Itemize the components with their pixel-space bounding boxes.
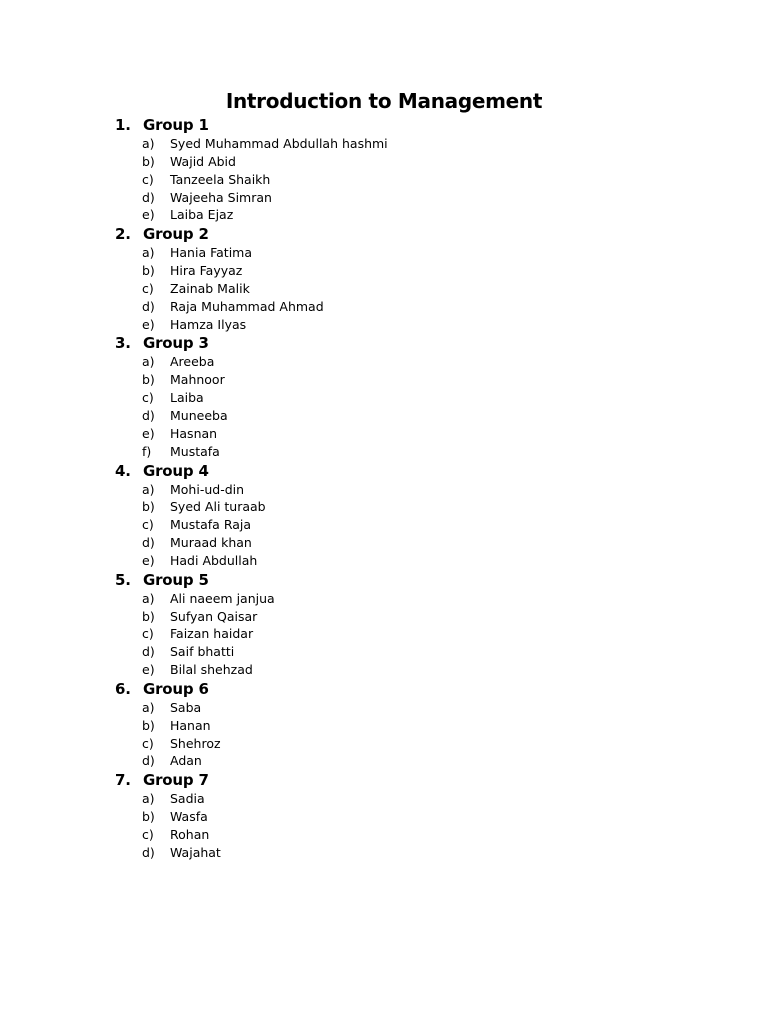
member-name: Zainab Malik (170, 280, 250, 296)
member-item (0, 171, 768, 189)
member-name: Wajahat (170, 844, 221, 860)
member-list (0, 790, 768, 861)
member-item (0, 643, 768, 661)
group-title: Group 7 (143, 771, 209, 790)
member-letter: e) (142, 207, 155, 223)
member-letter: d) (142, 298, 155, 314)
member-letter: c) (142, 827, 154, 842)
member-name: Mahnoor (170, 372, 225, 388)
group-heading (0, 770, 768, 790)
group-heading (0, 224, 768, 244)
member-name: Ali naeem janjua (170, 590, 275, 606)
member-name: Rohan (170, 827, 210, 842)
member-name: Raja Muhammad Ahmad (170, 298, 324, 314)
member-name: Hasnan (170, 425, 218, 441)
member-letter: c) (142, 171, 154, 187)
member-item (0, 717, 768, 735)
member-letter: c) (142, 735, 154, 751)
group-number: 5. (115, 570, 131, 589)
member-name: Tanzeela Shaikh (170, 171, 271, 187)
member-letter: b) (142, 153, 155, 169)
member-item (0, 135, 768, 153)
member-name: Hadi Abdullah (170, 552, 258, 568)
group-heading (0, 679, 768, 699)
member-name: Syed Muhammad Abdullah hashmi (170, 136, 388, 151)
member-name: Areeba (170, 354, 215, 370)
member-list (0, 481, 768, 570)
member-name: Sufyan Qaisar (170, 608, 258, 624)
member-letter: d) (142, 753, 155, 769)
member-name: Bilal shehzad (170, 662, 253, 678)
member-letter: b) (142, 499, 155, 515)
member-letter: a) (142, 245, 155, 261)
member-item (0, 244, 768, 262)
group-item (0, 679, 768, 770)
member-name: Saif bhatti (170, 644, 235, 660)
group-number: 6. (115, 679, 131, 698)
member-item (0, 534, 768, 552)
member-list (0, 590, 768, 679)
member-item (0, 844, 768, 862)
member-letter: b) (142, 608, 155, 624)
member-name: Wasfa (170, 809, 208, 825)
member-letter: c) (142, 280, 154, 296)
group-item (0, 461, 768, 570)
member-item (0, 407, 768, 425)
member-letter: e) (142, 552, 155, 568)
member-name: Faizan haidar (170, 626, 254, 642)
member-item (0, 625, 768, 643)
member-letter: b) (142, 717, 155, 733)
member-name: Sadia (170, 791, 205, 807)
member-list (0, 353, 768, 460)
member-letter: d) (142, 407, 155, 423)
member-item (0, 389, 768, 407)
member-item (0, 608, 768, 626)
group-title: Group 2 (143, 225, 209, 244)
page-title: Introduction to Management (225, 89, 543, 113)
member-item (0, 443, 768, 461)
member-letter: a) (142, 791, 155, 807)
member-letter: d) (142, 189, 155, 205)
member-item (0, 262, 768, 280)
member-name: Mustafa Raja (170, 517, 252, 533)
member-item (0, 735, 768, 753)
member-letter: d) (142, 535, 155, 551)
group-item (0, 570, 768, 679)
member-letter: e) (142, 662, 155, 678)
group-list (0, 115, 768, 862)
member-letter: a) (142, 354, 155, 370)
group-title: Group 3 (143, 334, 209, 353)
member-name: Wajeeha Simran (170, 189, 272, 205)
member-item (0, 826, 768, 844)
member-item (0, 552, 768, 570)
member-item (0, 590, 768, 608)
member-name: Adan (170, 753, 202, 769)
member-letter: c) (142, 626, 154, 642)
group-heading (0, 461, 768, 481)
member-letter: a) (142, 699, 155, 715)
group-number: 3. (115, 334, 131, 353)
member-name: Mohi-ud-din (170, 481, 245, 497)
group-title: Group 5 (143, 570, 209, 589)
group-number: 4. (115, 461, 131, 480)
member-list (0, 244, 768, 333)
member-item (0, 699, 768, 717)
group-number: 2. (115, 225, 131, 244)
group-title: Group 6 (143, 679, 209, 698)
member-name: Muneeba (170, 407, 228, 423)
member-name: Hanan (170, 717, 211, 733)
member-item (0, 425, 768, 443)
member-item (0, 808, 768, 826)
member-letter: b) (142, 372, 155, 388)
member-name: Hira Fayyaz (170, 263, 243, 279)
member-list (0, 135, 768, 224)
member-letter: b) (142, 809, 155, 825)
member-name: Hamza Ilyas (170, 316, 247, 332)
member-letter: e) (142, 425, 155, 441)
group-item (0, 333, 768, 460)
member-item (0, 371, 768, 389)
member-item (0, 661, 768, 679)
member-letter: a) (142, 136, 155, 151)
member-item (0, 516, 768, 534)
member-item (0, 498, 768, 516)
group-title: Group 4 (143, 461, 209, 480)
member-name: Hania Fatima (170, 245, 253, 261)
group-number: 1. (115, 116, 131, 134)
member-letter: c) (142, 390, 154, 406)
member-item (0, 189, 768, 207)
group-item (0, 115, 768, 224)
group-heading (0, 570, 768, 590)
member-name: Mustafa (170, 443, 220, 459)
member-letter: e) (142, 316, 155, 332)
group-heading (0, 115, 768, 135)
member-name: Syed Ali turaab (170, 499, 266, 515)
member-letter: d) (142, 844, 155, 860)
member-item (0, 316, 768, 334)
member-name: Wajid Abid (170, 153, 236, 169)
group-title: Group 1 (143, 116, 209, 134)
member-item (0, 153, 768, 171)
member-letter: a) (142, 590, 155, 606)
member-letter: d) (142, 644, 155, 660)
member-item (0, 790, 768, 808)
member-list (0, 699, 768, 770)
member-name: Laiba (170, 390, 204, 406)
member-letter: a) (142, 481, 155, 497)
member-name: Saba (170, 699, 202, 715)
member-item (0, 752, 768, 770)
member-item (0, 353, 768, 371)
member-item (0, 298, 768, 316)
group-heading (0, 333, 768, 353)
member-name: Muraad khan (170, 535, 252, 551)
member-letter: b) (142, 263, 155, 279)
member-name: Shehroz (170, 735, 221, 751)
group-item (0, 224, 768, 333)
member-item (0, 206, 768, 224)
member-item (0, 481, 768, 499)
member-name: Laiba Ejaz (170, 207, 234, 223)
group-number: 7. (115, 771, 131, 790)
member-item (0, 280, 768, 298)
member-letter: f) (142, 443, 152, 459)
member-letter: c) (142, 517, 154, 533)
group-item (0, 770, 768, 861)
